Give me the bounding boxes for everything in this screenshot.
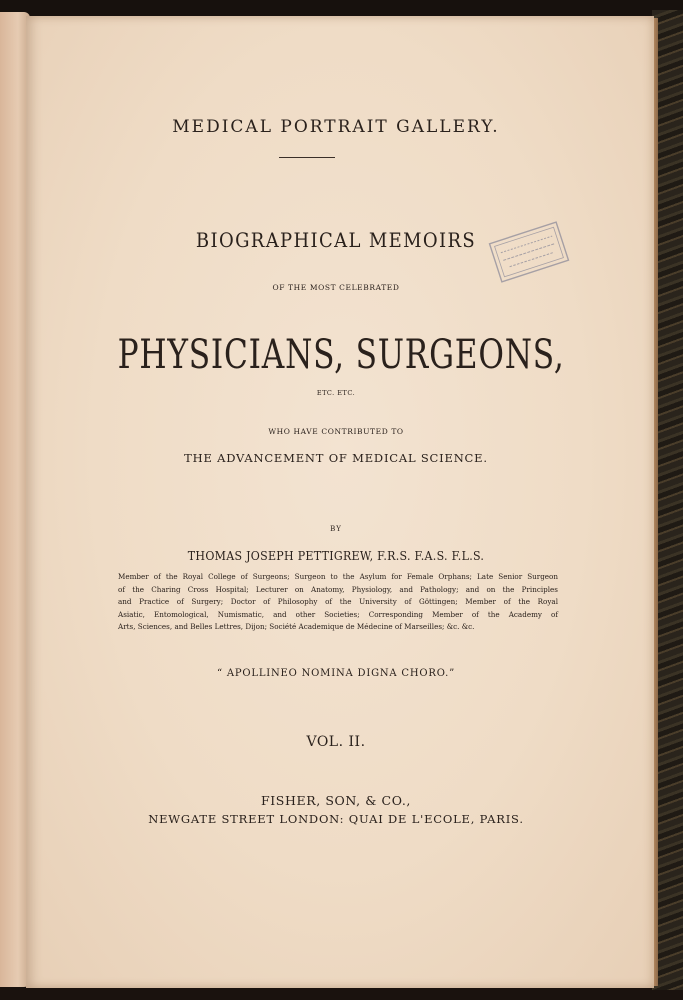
by-line: BY — [330, 525, 342, 533]
author-credentials — [118, 571, 558, 634]
credentials-line: Member of the Royal College of Surgeons; Surgeon to the Asylum for Female Orphans; Late Senior Surgeon — [118, 572, 558, 581]
author-name: THOMAS JOSEPH PETTIGREW, F.R.S. F.A.S. F.L.S. — [187, 549, 485, 563]
biographical-memoirs-heading: BIOGRAPHICAL MEMOIRS — [195, 228, 477, 252]
main-title: PHYSICIANS, SURGEONS, — [117, 332, 565, 378]
gallery-title: MEDICAL PORTRAIT GALLERY. — [172, 117, 500, 137]
who-contributed-line: WHO HAVE CONTRIBUTED TO — [268, 427, 404, 436]
title-page — [26, 16, 654, 988]
publisher-address: NEWGATE STREET LONDON: QUAI DE L'ECOLE, PARIS. — [148, 812, 524, 826]
credentials-line: Arts, Sciences, and Belles Lettres, Dijon; Société Academique de Médecine of Marseilles; &c. &c. — [118, 622, 475, 631]
etc-line: ETC. ETC. — [316, 389, 356, 397]
credentials-line: and Practice of Surgery; Doctor of Philosophy of the University of Göttingen; Member of the Royal — [118, 597, 558, 606]
credentials-line: of the Charing Cross Hospital; Lecturer on Anatomy, Physiology, and Pathology; and on the Principles — [118, 584, 558, 594]
of-the-most-celebrated-line: OF THE MOST CELEBRATED — [272, 283, 400, 292]
latin-motto: “ APOLLINEO NOMINA DIGNA CHORO.” — [216, 668, 456, 679]
library-stamp-icon — [483, 211, 576, 292]
volume-number: VOL. II. — [306, 734, 366, 750]
credentials-line: Asiatic, Entomological, Numismatic, and other Societies; Corresponding Member of the Academy of — [118, 609, 558, 619]
advancement-line: THE ADVANCEMENT OF MEDICAL SCIENCE. — [184, 451, 488, 465]
publisher-name: FISHER, SON, & CO., — [261, 793, 411, 808]
title-rule-divider — [279, 157, 335, 158]
